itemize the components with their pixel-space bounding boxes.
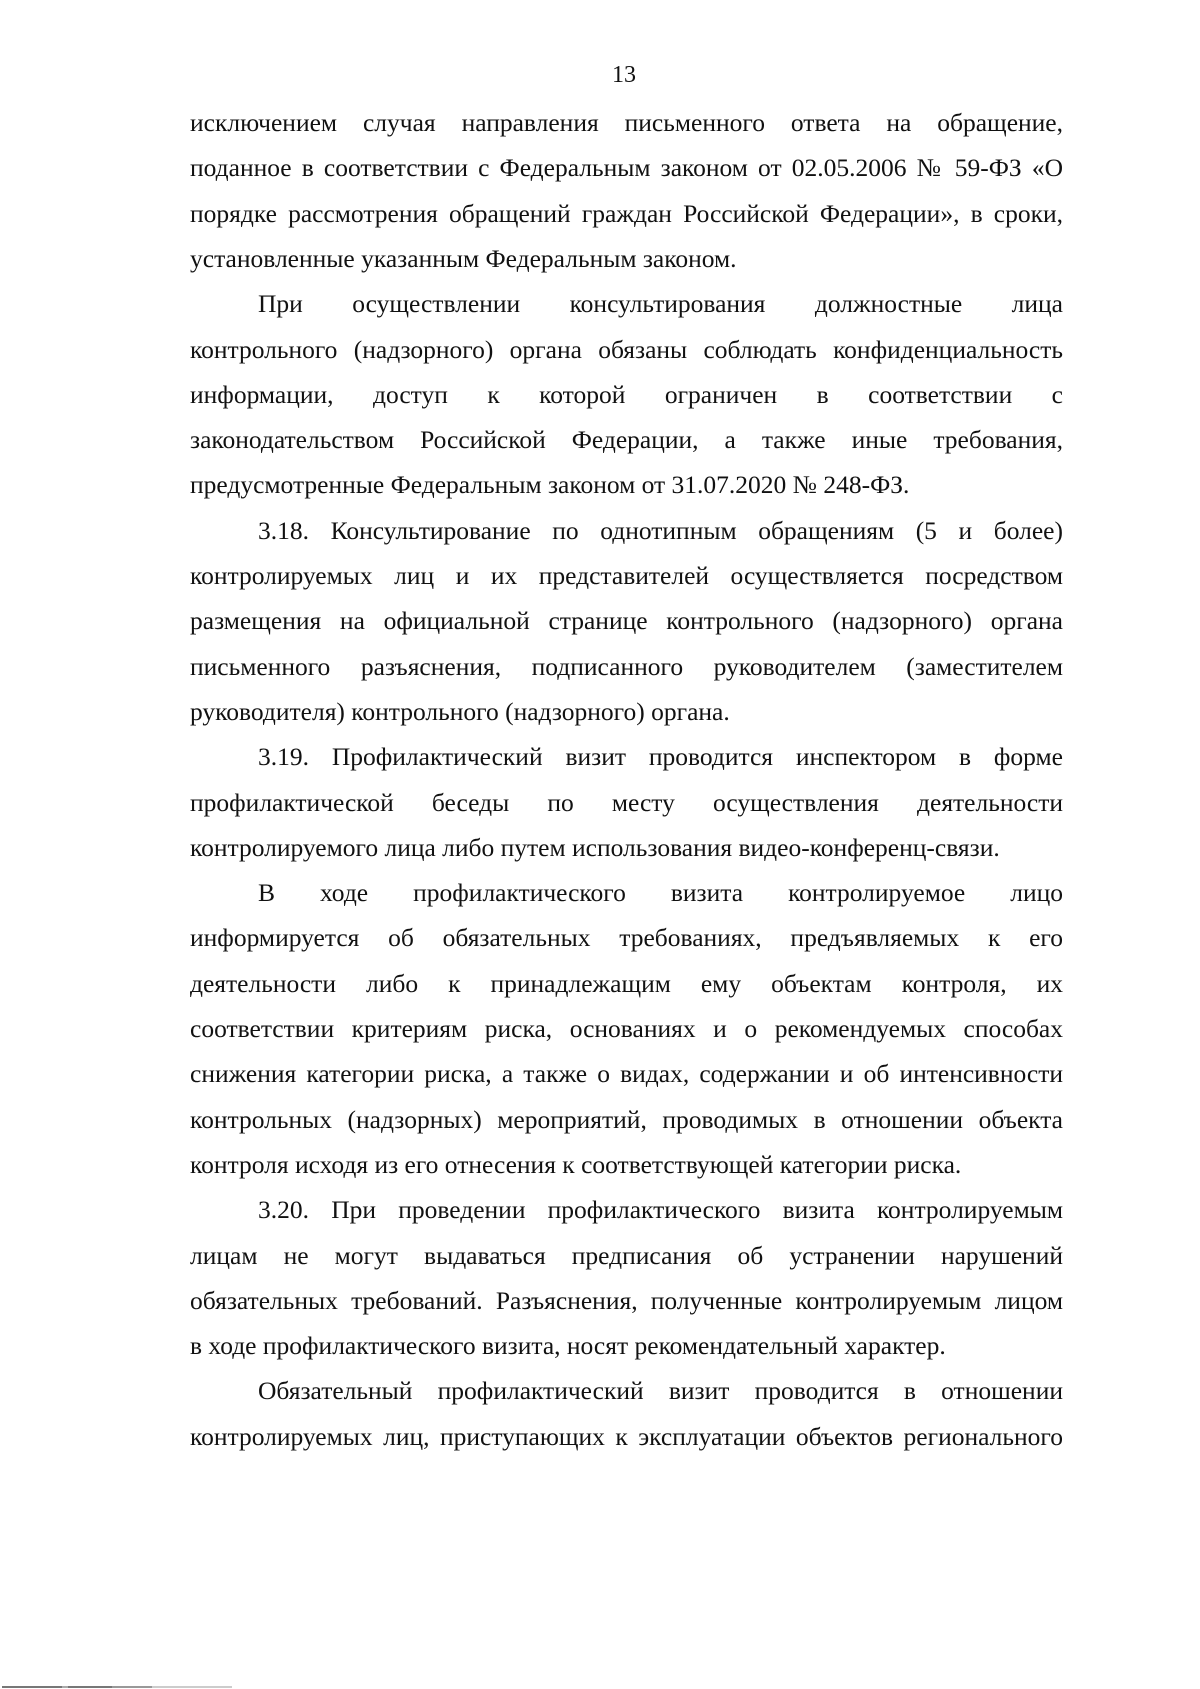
text-line: контроля исходя из его отнесения к соответствующей категории риска. (190, 1149, 962, 1179)
text-line: контрольных (надзорных) мероприятий, проводимых в отношении объекта (190, 1104, 1063, 1134)
text-line: поданное в соответствии с Федеральным законом от 02.05.2006 № 59-ФЗ «О (190, 153, 1063, 183)
text-line: порядке рассмотрения обращений граждан Российской Федерации», в сроки, (190, 198, 1063, 228)
text-line: руководителя) контрольного (надзорного) органа. (190, 696, 730, 726)
text-line: деятельности либо к принадлежащим ему объектам контроля, их (190, 968, 1063, 998)
text-line: письменного разъяснения, подписанного руководителем (заместителем (190, 651, 1063, 681)
text-line: контролируемых лиц, приступающих к эксплуатации объектов регионального (190, 1421, 1063, 1451)
text-line: установленные указанным Федеральным законом. (190, 243, 737, 273)
text-line: в ходе профилактического визита, носят рекомендательный характер. (190, 1331, 946, 1361)
text-line: размещения на официальной странице контрольного (надзорного) органа (190, 606, 1063, 636)
text-line: В ходе профилактического визита контролируемое лицо (258, 878, 1063, 908)
page-number: 13 (612, 62, 636, 88)
text-line: обязательных требований. Разъяснения, полученные контролируемым лицом (190, 1285, 1063, 1315)
text-line: 3.19. Профилактический визит проводится инспектором в форме (258, 742, 1063, 772)
text-line: При осуществлении консультирования должностные лица (258, 289, 1063, 319)
scan-artifact (2, 1686, 232, 1688)
text-line: контролируемого лица либо путем использования видео-конференц-связи. (190, 832, 1000, 862)
text-line: информируется об обязательных требованиях, предъявляемых к его (190, 923, 1063, 953)
text-line: соответствии критериям риска, основаниях и о рекомендуемых способах (190, 1014, 1063, 1043)
text-line: 3.20. При проведении профилактического визита контролируемым (258, 1195, 1063, 1225)
text-line: лицам не могут выдаваться предписания об устранении нарушений (190, 1240, 1063, 1270)
text-line: законодательством Российской Федерации, а также иные требования, (190, 425, 1063, 455)
text-line: 3.18. Консультирование по однотипным обращениям (5 и более) (258, 515, 1063, 545)
text-line: снижения категории риска, а также о видах, содержании и об интенсивности (190, 1059, 1063, 1089)
text-line: контрольного (надзорного) органа обязаны соблюдать конфиденциальность (190, 334, 1063, 364)
text-line: профилактической беседы по месту осуществления деятельности (190, 787, 1063, 817)
text-line: информации, доступ к которой ограничен в соответствии с (190, 379, 1063, 409)
text-line: предусмотренные Федеральным законом от 31.07.2020 № 248-ФЗ. (190, 470, 910, 500)
text-line: Обязательный профилактический визит проводится в отношении (258, 1376, 1063, 1406)
text-line: контролируемых лиц и их представителей осуществляется посредством (190, 561, 1063, 590)
text-line: исключением случая направления письменного ответа на обращение, (190, 108, 1063, 137)
